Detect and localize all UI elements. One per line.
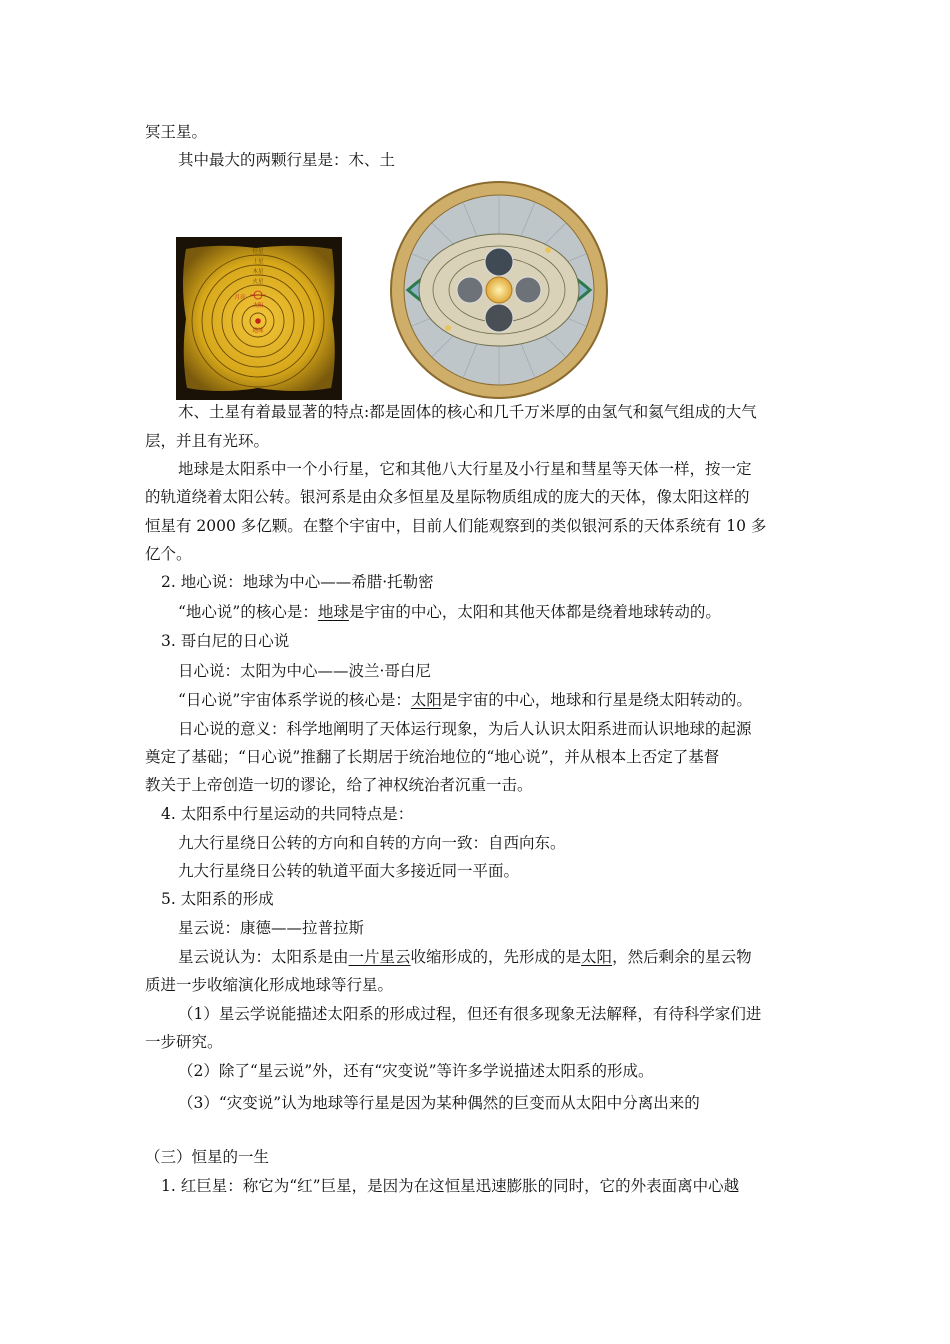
section-heading: 5. 太阳系的形成 bbox=[161, 890, 274, 908]
small-planet bbox=[545, 247, 551, 253]
text-line: 亿个。 bbox=[145, 545, 192, 563]
underlined-answer: 太阳 bbox=[410, 691, 442, 709]
text-line: （1）星云学说能描述太阳系的形成过程，但还有很多现象无法解释，有待科学家们进 bbox=[178, 1005, 762, 1023]
section-heading: 2. 地心说：地球为中心——希腊·托勒密 bbox=[161, 573, 434, 591]
sun-icon bbox=[486, 277, 512, 303]
earth-dot bbox=[255, 318, 261, 324]
text-line bbox=[178, 690, 752, 710]
text-line: （3）“灾变说”认为地球等行星是因为某种偶然的巨变而从太阳中分离出来的 bbox=[178, 1094, 700, 1112]
section-heading: 3. 哥白尼的日心说 bbox=[161, 632, 290, 650]
text-segment: 收缩形成的，先形成的是 bbox=[410, 948, 582, 966]
text-segment: 星云说认为：太阳系是由 bbox=[178, 948, 349, 966]
underlined-answer: 地球 bbox=[317, 603, 349, 621]
text-line: 星云说：康德——拉普拉斯 bbox=[178, 919, 365, 937]
chapter-heading: （三）恒星的一生 bbox=[145, 1148, 270, 1166]
text-line: （2）除了“星云说”外，还有“灾变说”等许多学说描述太阳系的形成。 bbox=[178, 1062, 654, 1080]
section-heading: 1. 红巨星：称它为“红”巨星，是因为在这恒星迅速膨胀的同时，它的外表面离中心越 bbox=[161, 1177, 740, 1195]
text-line bbox=[178, 602, 721, 622]
text-line: 教关于上帝创造一切的谬论，给了神权统治者沉重一击。 bbox=[145, 776, 533, 794]
heliocentric-chart-figure bbox=[388, 180, 610, 400]
text-segment: ，然后剩余的星云物 bbox=[612, 948, 752, 966]
center-label: 地球 bbox=[252, 328, 264, 334]
planet-disc bbox=[485, 248, 513, 276]
text-line bbox=[178, 947, 752, 967]
orbit-label: 恒星 bbox=[252, 249, 264, 255]
text-line: 的轨道绕着太阳公转。银河系是由众多恒星及星际物质组成的庞大的天体，像太阳这样的 bbox=[145, 488, 750, 506]
text-line: 奠定了基础；“日心说”推翻了长期居于统治地位的“地心说”，并从根本上否定了基督 bbox=[145, 748, 720, 766]
text-segment: “日心说”宇宙体系学说的核心是： bbox=[178, 691, 411, 709]
underlined-answer: 一片星云 bbox=[348, 948, 411, 966]
text-segment: 是宇宙的中心，地球和行星是绕太阳转动的。 bbox=[441, 691, 752, 709]
text-line: 层，并且有光环。 bbox=[145, 432, 270, 450]
planet-disc bbox=[485, 304, 513, 332]
text-line: 九大行星绕日公转的轨道平面大多接近同一平面。 bbox=[178, 862, 520, 880]
planet-disc bbox=[515, 277, 541, 303]
text-line: 冥王星。 bbox=[145, 123, 208, 141]
text-line: 质进一步收缩演化形成地球等行星。 bbox=[145, 976, 394, 994]
small-planet bbox=[445, 325, 451, 331]
orbit-label: 火星 bbox=[252, 279, 264, 285]
text-line: 日心说：太阳为中心——波兰·哥白尼 bbox=[178, 662, 431, 680]
orbit-label: 太阳 bbox=[252, 303, 264, 309]
text-line: 地球是太阳系中一个小行星，它和其他八大行星及小行星和彗星等天体一样，按一定 bbox=[178, 460, 752, 478]
text-line: 木、土星有着最显著的特点:都是固体的核心和几千万米厚的由氢气和氦气组成的大气 bbox=[178, 403, 757, 421]
geocentric-diagram-figure bbox=[176, 237, 342, 400]
text-line: 其中最大的两颗行星是：木、土 bbox=[178, 151, 396, 169]
planet-disc bbox=[457, 277, 483, 303]
orbit-label: 土星 bbox=[252, 259, 264, 265]
text-line: 一步研究。 bbox=[145, 1033, 223, 1051]
orbit-label: 木星 bbox=[252, 269, 264, 275]
section-heading: 4. 太阳系中行星运动的共同特点是： bbox=[161, 805, 414, 823]
text-segment: “地心说”的核心是： bbox=[178, 603, 318, 621]
text-line: 日心说的意义：科学地阐明了天体运行现象，为后人认识太阳系进而认识地球的起源 bbox=[178, 720, 752, 738]
text-line: 恒星有 2000 多亿颗。在整个宇宙中，目前人们能观察到的类似银河系的天体系统有 10 多 bbox=[145, 517, 767, 535]
text-segment: 是宇宙的中心，太阳和其他天体都是绕着地球转动的。 bbox=[348, 603, 721, 621]
underlined-answer: 太阳 bbox=[581, 948, 613, 966]
orbit-label: 月亮 bbox=[234, 295, 246, 301]
text-line: 九大行星绕日公转的方向和自转的方向一致：自西向东。 bbox=[178, 834, 566, 852]
